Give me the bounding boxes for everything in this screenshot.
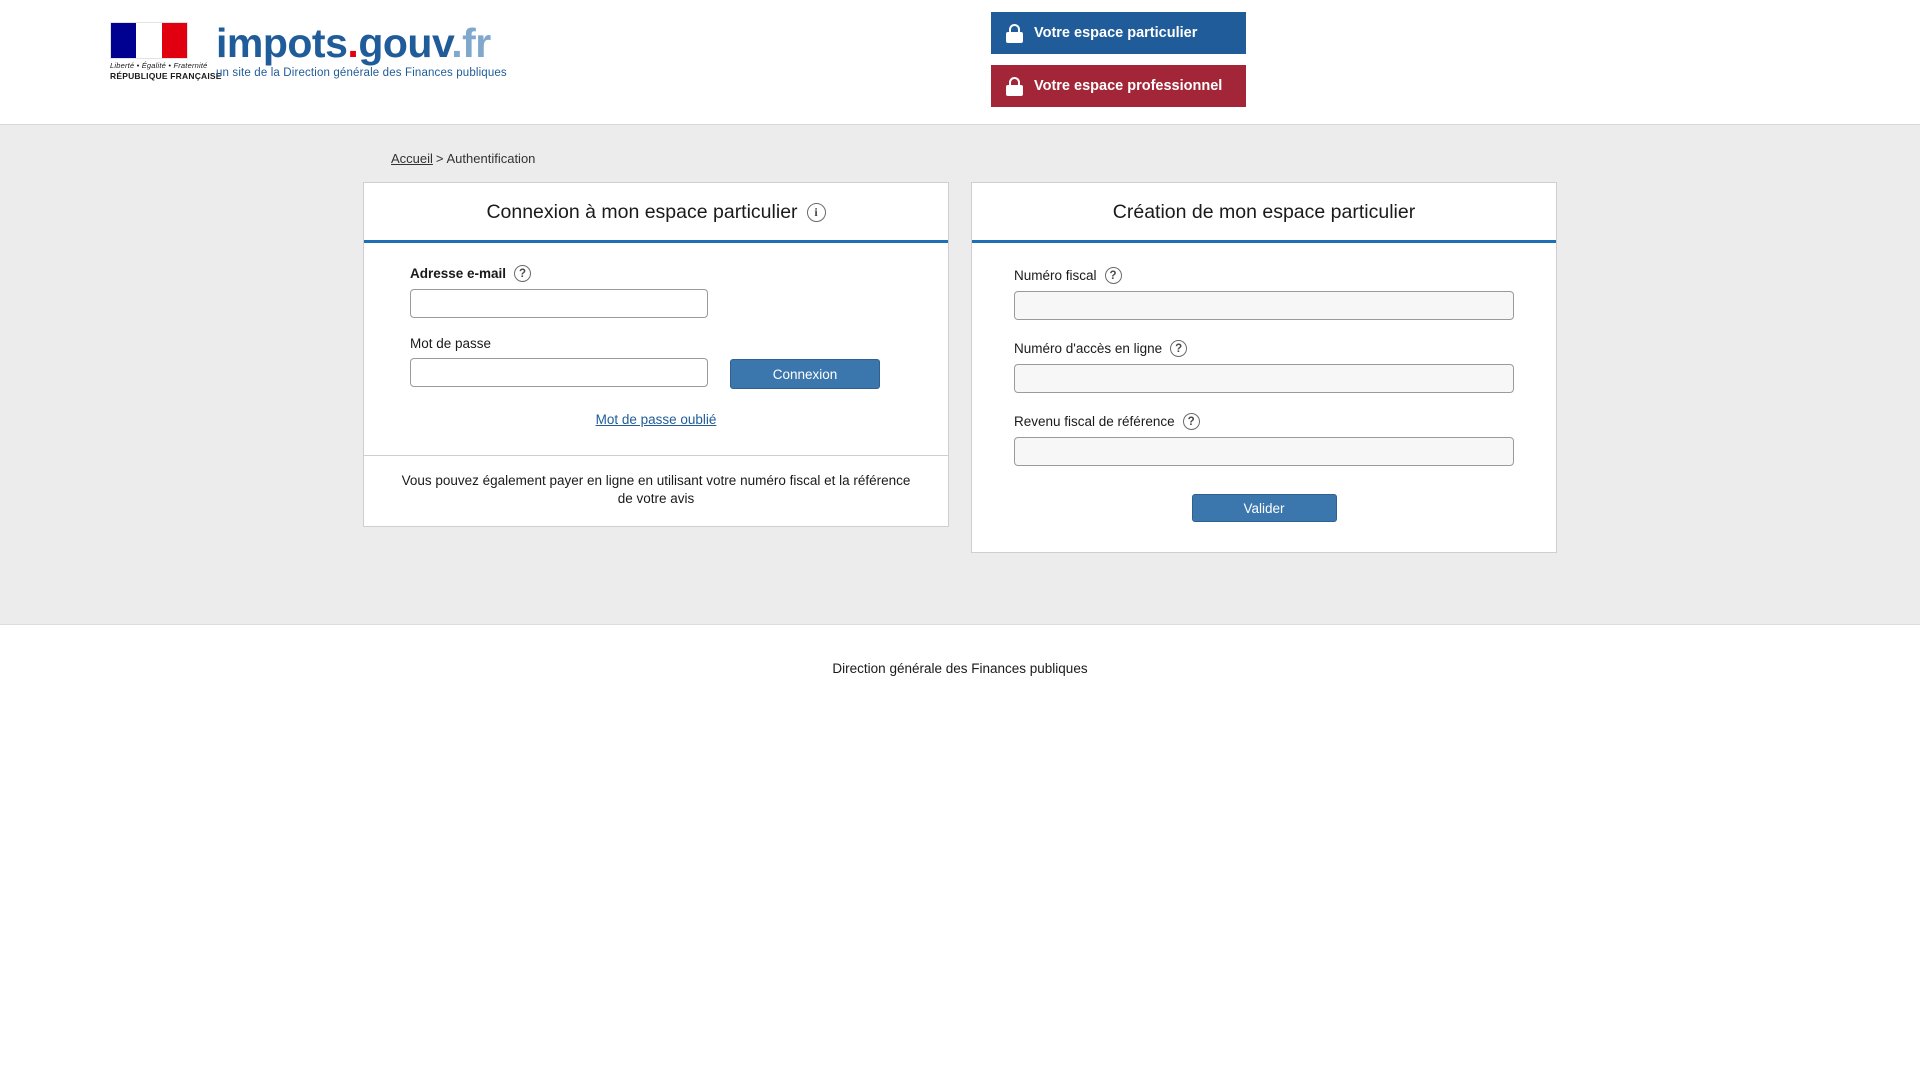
numero-acces-field — [1014, 340, 1514, 393]
republique-francaise-emblem — [110, 22, 222, 81]
page-header — [0, 0, 1920, 125]
espace-particulier-button[interactable] — [991, 12, 1246, 54]
help-icon-revenu-fiscal[interactable]: ? — [1183, 413, 1200, 430]
logo-dot-red: . — [347, 19, 359, 66]
numero-acces-label-row — [1014, 340, 1514, 357]
breadcrumb-current: Authentification — [446, 151, 536, 166]
emblem-motto: Liberté • Égalité • Fraternité — [110, 61, 208, 70]
password-label-row — [410, 336, 902, 351]
password-row — [410, 358, 902, 389]
help-icon-email[interactable]: ? — [514, 265, 531, 282]
logo-wordmark — [216, 19, 507, 66]
info-icon[interactable]: i — [807, 203, 826, 222]
help-icon-numero-fiscal[interactable]: ? — [1105, 267, 1122, 284]
valider-button[interactable]: Valider — [1192, 494, 1337, 522]
impots-gouv-logo[interactable] — [216, 19, 507, 80]
login-card-header — [364, 183, 948, 243]
espace-professionnel-label: Votre espace professionnel — [1034, 78, 1223, 94]
lock-icon — [1005, 77, 1024, 96]
revenu-fiscal-label-row — [1014, 413, 1514, 430]
help-icon-numero-acces[interactable]: ? — [1170, 340, 1187, 357]
login-card-title-row — [486, 201, 825, 224]
logo-part-fr: .fr — [451, 19, 491, 66]
forgot-password-row — [410, 411, 902, 429]
numero-fiscal-label: Numéro fiscal — [1014, 268, 1097, 283]
lock-icon — [1005, 24, 1024, 43]
create-card-header — [972, 183, 1556, 243]
logo-tagline: un site de la Direction générale des Finances publiques — [216, 66, 507, 79]
numero-acces-input[interactable] — [1014, 364, 1514, 393]
forgot-password-link[interactable]: Mot de passe oublié — [595, 412, 717, 427]
numero-fiscal-field — [1014, 267, 1514, 320]
login-card — [363, 182, 949, 456]
login-form — [364, 243, 948, 455]
breadcrumb-separator: > — [435, 151, 444, 166]
numero-acces-label: Numéro d'accès en ligne — [1014, 341, 1163, 356]
emblem-republic: RÉPUBLIQUE FRANÇAISE — [110, 70, 222, 81]
email-input[interactable] — [410, 289, 708, 318]
espace-professionnel-button[interactable] — [991, 65, 1246, 107]
email-label-row — [410, 265, 902, 282]
revenu-fiscal-input[interactable] — [1014, 437, 1514, 466]
create-account-card — [971, 182, 1557, 553]
numero-fiscal-input[interactable] — [1014, 291, 1514, 320]
page-footer — [0, 625, 1920, 712]
espace-particulier-label: Votre espace particulier — [1034, 25, 1198, 41]
cards-columns — [0, 182, 1920, 553]
breadcrumb-home-link[interactable]: Accueil — [391, 151, 433, 166]
numero-fiscal-label-row — [1014, 267, 1514, 284]
brand-zone — [110, 19, 507, 81]
validate-row — [1014, 494, 1514, 522]
create-card-title-row — [1113, 201, 1415, 224]
logo-part-gouv: gouv — [358, 19, 452, 66]
email-label: Adresse e-mail — [410, 266, 507, 281]
logo-part-impots: impots — [216, 19, 348, 66]
login-card-title: Connexion à mon espace particulier — [486, 201, 798, 223]
revenu-fiscal-label: Revenu fiscal de référence — [1014, 414, 1175, 429]
payment-note: Vous pouvez également payer en ligne en utilisant votre numéro fiscal et la référence de votre avis — [363, 456, 949, 527]
page-content — [0, 125, 1920, 625]
espace-buttons-group — [991, 12, 1246, 107]
footer-text: Direction générale des Finances publiques — [832, 661, 1088, 676]
french-flag-icon — [110, 22, 188, 59]
password-label: Mot de passe — [410, 336, 492, 351]
revenu-fiscal-field — [1014, 413, 1514, 466]
breadcrumb — [0, 125, 1920, 182]
connexion-button[interactable]: Connexion — [730, 359, 880, 389]
login-column — [363, 182, 949, 553]
create-account-form — [972, 243, 1556, 552]
password-input[interactable] — [410, 358, 708, 387]
create-card-title: Création de mon espace particulier — [1112, 201, 1416, 223]
